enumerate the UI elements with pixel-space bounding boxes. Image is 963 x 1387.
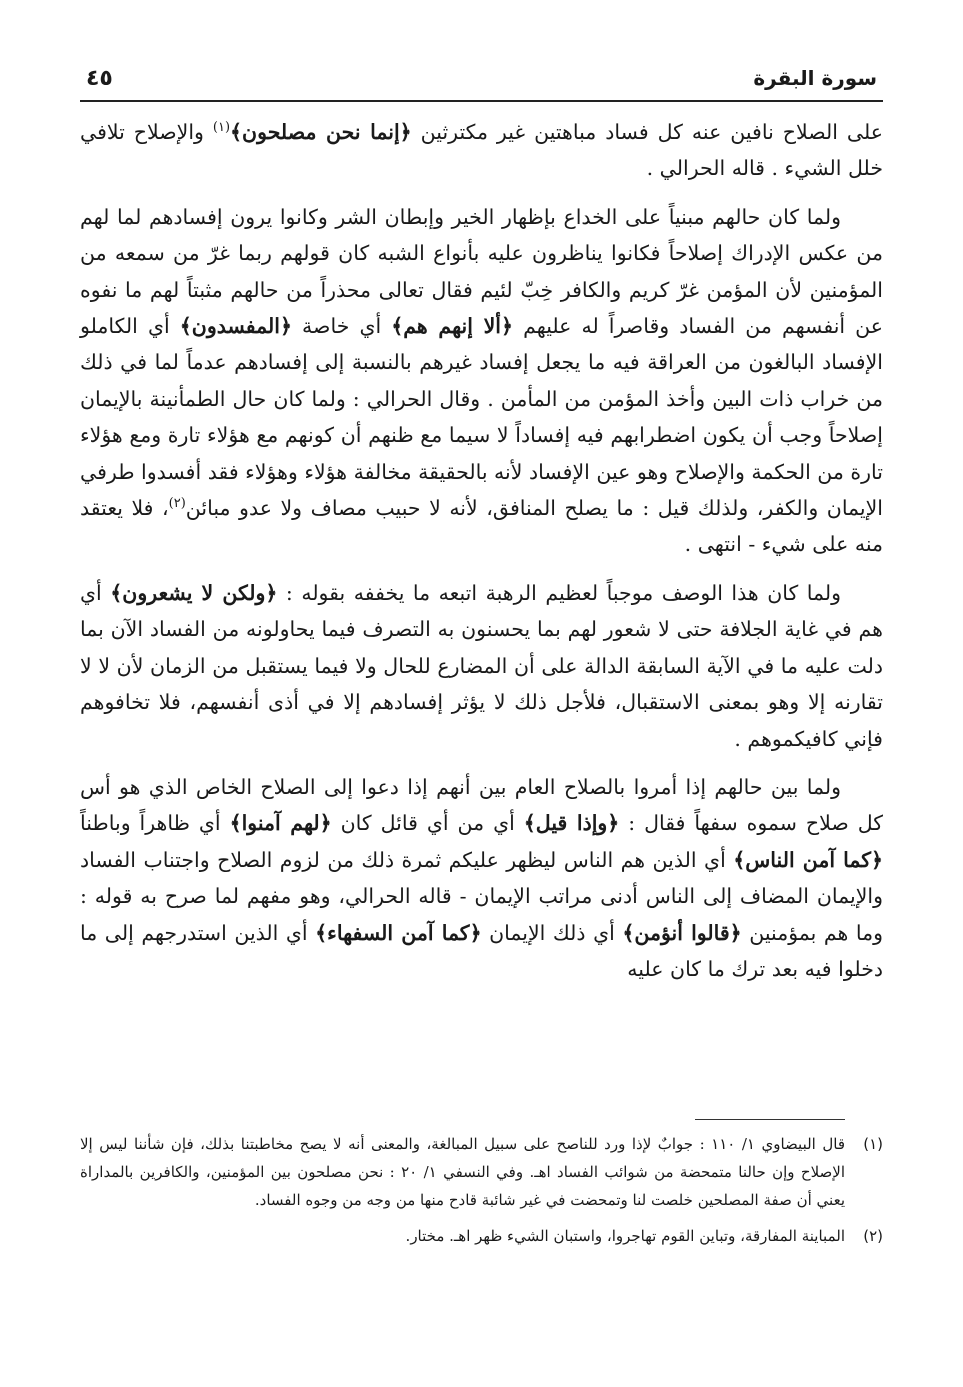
footnotes [80,1130,883,1258]
footnote-number: (١) [863,1135,884,1153]
footnote-text: قال البيضاوي ١/ ١١٠ : جوابٌ لإذا ورد للناصح على سبيل المبالغة، والمعنى أنه لا يصح مخاطبتنا بذلك، فإن شأننا ليس إلا الإصلاح وإن حالنا متمحضة من شوائب الفساد اهـ. وفي النسفي ١/ ٢٠ : نحن مصلحون بين المؤمنين، والكافرين بالمداراة يعني أن صفة المصلحين خلصت لنا وتمحضت في غير شائبة قادح منها من وجه من وجوه الفساد. [80,1135,846,1209]
text-run: أي الذين هم الناس ليظهر عليكم ثمرة ذلك من لزوم الصلاح واجتناب الفساد والإيمان المضاف إلى الناس أدنى مراتب الإيمان - قاله الحرالي، وهو مفهم لما صرح به قوله : وما هم بمؤمنين [80,847,883,945]
text-run: أي ذلك الإيمان [481,920,623,945]
text-run: أي هم في غاية الجلافة حتى لا شعور لهم بما يحسنون به التصرف فيما يحاولونه من الفساد الآن بما دلت عليه ما في الآية السابقة الدالة على أن المضارع للحال ولا فيما يستقبل من الزمان لأن لا لا تقارنه إلا وهو بمعنى الاستقبال، فلأجل ذلك لا يؤثر إفسادهم إلا في أذى أنفسهم، فلا تخافوهم فإني كافيكموهم . [80,580,883,751]
text-run: أي خاصة [291,314,392,339]
text-run: أي من أي قائل كان [331,811,524,836]
footnote-reference: (٢) [168,496,186,512]
footnote-reference: (١) [212,120,231,136]
main-text [80,114,883,999]
footnote [80,1130,883,1214]
text-paragraph [80,575,883,757]
text-run: ولما بين حالهم إذا أمروا بالصلاح العام بين أنهم إذا دعوا إلى الصلاح الخاص الذي هو أس كل صلاح سموه سفهاً فقال : [80,774,883,836]
quran-quote: ﴿إنما نحن مصلحون﴾ [230,120,412,144]
quran-quote: ﴿قالوا أنؤمن﴾ [622,920,742,945]
quran-quote: ﴿كما آمن الناس﴾ [733,847,883,872]
footnote-separator [695,1119,845,1120]
quran-quote: ﴿ولكن لا يشعرون﴾ [110,580,278,605]
text-paragraph [80,199,883,563]
text-run: ، فلا يعتقد منه على شيء - انتهى . [80,496,883,557]
text-run: ولما كان هذا الوصف موجباً لعظيم الرهبة اتبعه ما يخففه بقوله : [277,580,841,605]
running-title: سورة البقرة [753,66,877,90]
text-paragraph [80,114,883,187]
text-run: ولما كان حالهم مبنياً على الخداع بإظهار الخير وإبطان الشر وكانوا يرون إفسادهم لما لهم من عكس الإدراك إصلاحاً فكانوا يناظرون عليه بأنواع الشبه كان قولهم ربما غرّ من سمعه من المؤمنين لأن المؤمن غرّ كريم والكافر خِبّ لئيم فقال تعالى محذراً من حالهم مثبتاً لهم ما نفوه عن أنفسهم من الفساد وقاصراً له عليهم [80,204,884,339]
quran-quote: ﴿ألا إنهم هم﴾ [391,314,514,339]
page-header [80,64,883,102]
quran-quote: ﴿وإذا قيل﴾ [523,811,620,836]
footnote-number: (٢) [863,1227,883,1245]
text-run: أي الذين استدرجهم إلى ما دخلوا فيه بعد ترك ما كان عليه [80,920,883,981]
text-run: أي الكاملو الإفساد البالغون من العراقة فيه ما يجعل إفساد غيرهم بالنسبة إلى إفسادهم عدماً لما في ذلك من خراب ذات البين وأخذ المؤمن من المأمن . وقال الحرالي : ولما كان حال الطمأنينة بالإيمان إصلاحاً وجب أن يكون اضطرابهم فيه إفساداً لا سيما مع ظنهم أن كونهم مع هؤلاء تارة ومع هؤلاء تارة من الحكمة والإصلاح وهو عين الإفساد لأنه بالحقيقة مخالفة هؤلاء وهؤلاء فقد أفسدوا طرفي الإيمان والكفر، ولذلك قيل : ما يصلح المنافق، لأنه لا حبيب مصاف ولا عدو مبائن [80,314,884,521]
text-run: أي ظاهراً وباطناً [80,811,230,836]
quran-quote: ﴿كما آمن السفهاء﴾ [315,920,482,945]
text-run: على الصلاح نافين عنه كل فساد مباهتين غير مكترثين [411,120,884,144]
page-number: ٤٥ [86,66,113,91]
footnote [80,1222,883,1250]
text-run: والإصلاح تلافي خلل الشيء . قاله الحرالي . [80,120,883,181]
quran-quote: ﴿المفسدون﴾ [179,314,292,339]
footnote-text: المباينة المفارقة، وتباين القوم تهاجروا، واستبان الشيء ظهر اهـ. مختار. [405,1227,845,1245]
quran-quote: ﴿لهم آمنوا﴾ [229,811,332,836]
text-paragraph [80,769,883,987]
